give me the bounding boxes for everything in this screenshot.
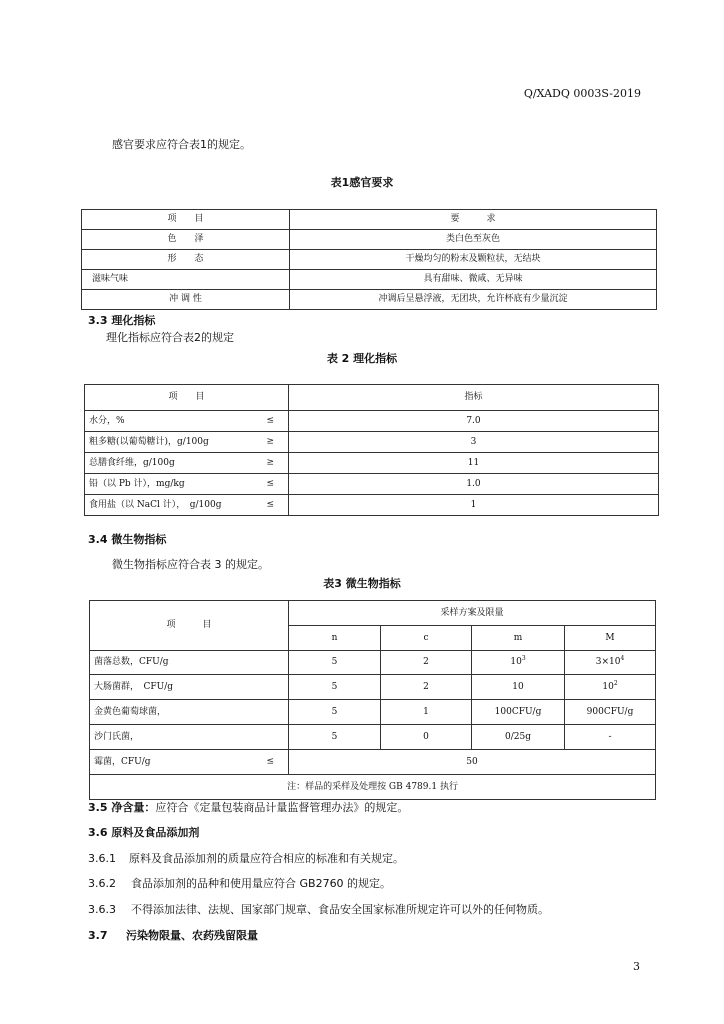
table-cell xyxy=(85,453,289,474)
table-cell: 0 xyxy=(381,725,472,750)
section-3-6-heading: 3.6 原料及食品添加剂 xyxy=(88,826,200,839)
table-cell: 色 泽 xyxy=(82,230,290,250)
table-row xyxy=(82,290,657,310)
operator: ≤ xyxy=(266,415,274,426)
table-cell xyxy=(472,675,565,700)
value-base: 10 xyxy=(510,657,522,667)
value-exponent: 3 xyxy=(521,655,526,662)
column-header-m: m xyxy=(472,626,565,651)
operator: ≤ xyxy=(266,478,274,489)
table-cell: 沙门氏菌， xyxy=(90,725,289,750)
operator: ≥ xyxy=(266,436,274,447)
table-cell: 冲调后呈悬浮液，无团块，允许杯底有少量沉淀 xyxy=(290,290,657,310)
value-base: 10 xyxy=(602,681,614,692)
table-row xyxy=(82,230,657,250)
table-cell: 金黄色葡萄球菌， xyxy=(90,700,289,725)
table-row xyxy=(82,250,657,270)
table-row xyxy=(85,432,659,453)
operator: ≤ xyxy=(266,756,274,767)
table-cell: 干燥均匀的粉末及颗粒状，无结块 xyxy=(290,250,657,270)
page-number: 3 xyxy=(633,960,640,973)
item-label: 粗多糖(以葡萄糖计)，g/100g xyxy=(89,436,209,447)
value-exponent: 2 xyxy=(613,679,618,687)
physicochemical-table xyxy=(84,384,659,516)
table-cell: 50 xyxy=(289,750,656,775)
value-base: 3×10 xyxy=(595,657,621,667)
sensory-table xyxy=(81,209,657,310)
table-cell xyxy=(85,474,289,495)
microbial-table xyxy=(89,600,656,800)
value-base: 900CFU/g xyxy=(586,706,634,717)
section-3-5 xyxy=(88,799,408,815)
column-header-requirement: 要 求 xyxy=(290,210,657,230)
column-header-item: 项 目 xyxy=(90,601,289,651)
table-row xyxy=(82,270,657,290)
table-cell: 11 xyxy=(289,453,659,474)
table-row xyxy=(85,474,659,495)
column-header-n: n xyxy=(289,626,381,651)
table-cell xyxy=(565,651,656,675)
table-cell: 1 xyxy=(289,495,659,516)
section-number: 3.6.3 xyxy=(88,903,116,916)
table-cell: 1 xyxy=(381,700,472,725)
column-header-c: c xyxy=(381,626,472,651)
table-cell: 冲 调 性 xyxy=(82,290,290,310)
section-number: 3.6.1 xyxy=(88,852,116,865)
table-cell: 5 xyxy=(289,700,381,725)
table-cell xyxy=(565,725,656,750)
column-header-item: 项 目 xyxy=(85,385,289,411)
item-label: 食用盐（以 NaCl 计）， g/100g xyxy=(89,499,222,510)
table-cell: 2 xyxy=(381,651,472,675)
table-cell: 5 xyxy=(289,725,381,750)
item-label: 水分，% xyxy=(89,415,125,426)
document-code: Q/XADQ 0003S-2019 xyxy=(523,87,641,100)
table-cell xyxy=(472,725,565,750)
table-header-row xyxy=(85,385,659,411)
table-cell xyxy=(565,700,656,725)
table-cell xyxy=(85,432,289,453)
table-row xyxy=(90,725,656,750)
section-3-5-text: 应符合《定量包装商品计量监督管理办法》的规定。 xyxy=(155,801,409,814)
table-header-row xyxy=(82,210,657,230)
section-3-6-3 xyxy=(88,901,549,917)
table1-title: 表1感官要求 xyxy=(330,176,394,189)
table-row xyxy=(85,495,659,516)
section-text: 原料及食品添加剂的质量应符合相应的标准和有关规定。 xyxy=(129,852,404,865)
operator: ≥ xyxy=(266,457,274,468)
table-note-row xyxy=(90,775,656,800)
column-header-sampling-plan: 采样方案及限量 xyxy=(289,601,656,626)
table-cell: 形 态 xyxy=(82,250,290,270)
item-label: 霉菌，CFU/g xyxy=(94,756,151,767)
table3-title: 表3 微生物指标 xyxy=(323,577,401,590)
section-3-7 xyxy=(88,927,258,943)
table-cell: 类白色至灰色 xyxy=(290,230,657,250)
table-cell: 大肠菌群， CFU/g xyxy=(90,675,289,700)
section-text: 污染物限量、农药残留限量 xyxy=(126,929,258,942)
section-3-5-heading: 3.5 净含量： xyxy=(88,801,156,814)
table-cell xyxy=(90,750,289,775)
value-base: 0/25g xyxy=(505,731,531,742)
item-label: 总膳食纤维，g/100g xyxy=(89,457,175,468)
section-3-4-text: 微生物指标应符合表 3 的规定。 xyxy=(112,558,269,571)
sensory-intro-text: 感官要求应符合表1的规定。 xyxy=(112,138,251,151)
section-number: 3.6.2 xyxy=(88,877,116,890)
table-cell: 菌落总数，CFU/g xyxy=(90,651,289,675)
table-cell xyxy=(85,495,289,516)
value-base: - xyxy=(608,731,612,742)
table-row xyxy=(90,675,656,700)
table-note: 注：样品的采样及处理按 GB 4789.1 执行 xyxy=(90,775,656,800)
section-3-3-text: 理化指标应符合表2的规定 xyxy=(106,331,234,344)
table-cell: 5 xyxy=(289,651,381,675)
table-header-row xyxy=(90,601,656,626)
section-3-6-1 xyxy=(88,850,404,866)
section-3-4-heading: 3.4 微生物指标 xyxy=(88,533,167,546)
value-exponent: 4 xyxy=(620,655,625,662)
table-cell: 1.0 xyxy=(289,474,659,495)
table-cell: 具有甜味、微咸、无异味 xyxy=(290,270,657,290)
table2-title: 表 2 理化指标 xyxy=(326,352,398,365)
item-label: 铅（以 Pb 计），mg/kg xyxy=(89,478,185,489)
table-cell xyxy=(565,675,656,700)
operator: ≤ xyxy=(266,499,274,510)
section-number: 3.7 xyxy=(88,929,108,942)
column-header-index: 指标 xyxy=(289,385,659,411)
table-cell: 2 xyxy=(381,675,472,700)
table-cell: 5 xyxy=(289,675,381,700)
table-cell: 3 xyxy=(289,432,659,453)
table-cell: 滋味气味 xyxy=(82,270,290,290)
table-cell xyxy=(472,651,565,675)
section-3-3-heading: 3.3 理化指标 xyxy=(88,314,156,327)
table-row xyxy=(90,750,656,775)
value-base: 10 xyxy=(512,681,524,692)
section-3-6-2 xyxy=(88,875,391,891)
column-header-M: M xyxy=(565,626,656,651)
table-cell xyxy=(472,700,565,725)
table-row xyxy=(85,453,659,474)
table-cell xyxy=(85,411,289,432)
value-base: 100CFU/g xyxy=(494,706,542,717)
section-text: 不得添加法律、法规、国家部门规章、食品安全国家标准所规定许可以外的任何物质。 xyxy=(131,903,549,916)
table-cell: 7.0 xyxy=(289,411,659,432)
table-row xyxy=(85,411,659,432)
table-row xyxy=(90,651,656,675)
column-header-item: 项 目 xyxy=(82,210,290,230)
table-row xyxy=(90,700,656,725)
section-text: 食品添加剂的品种和使用量应符合 GB2760 的规定。 xyxy=(131,877,392,890)
